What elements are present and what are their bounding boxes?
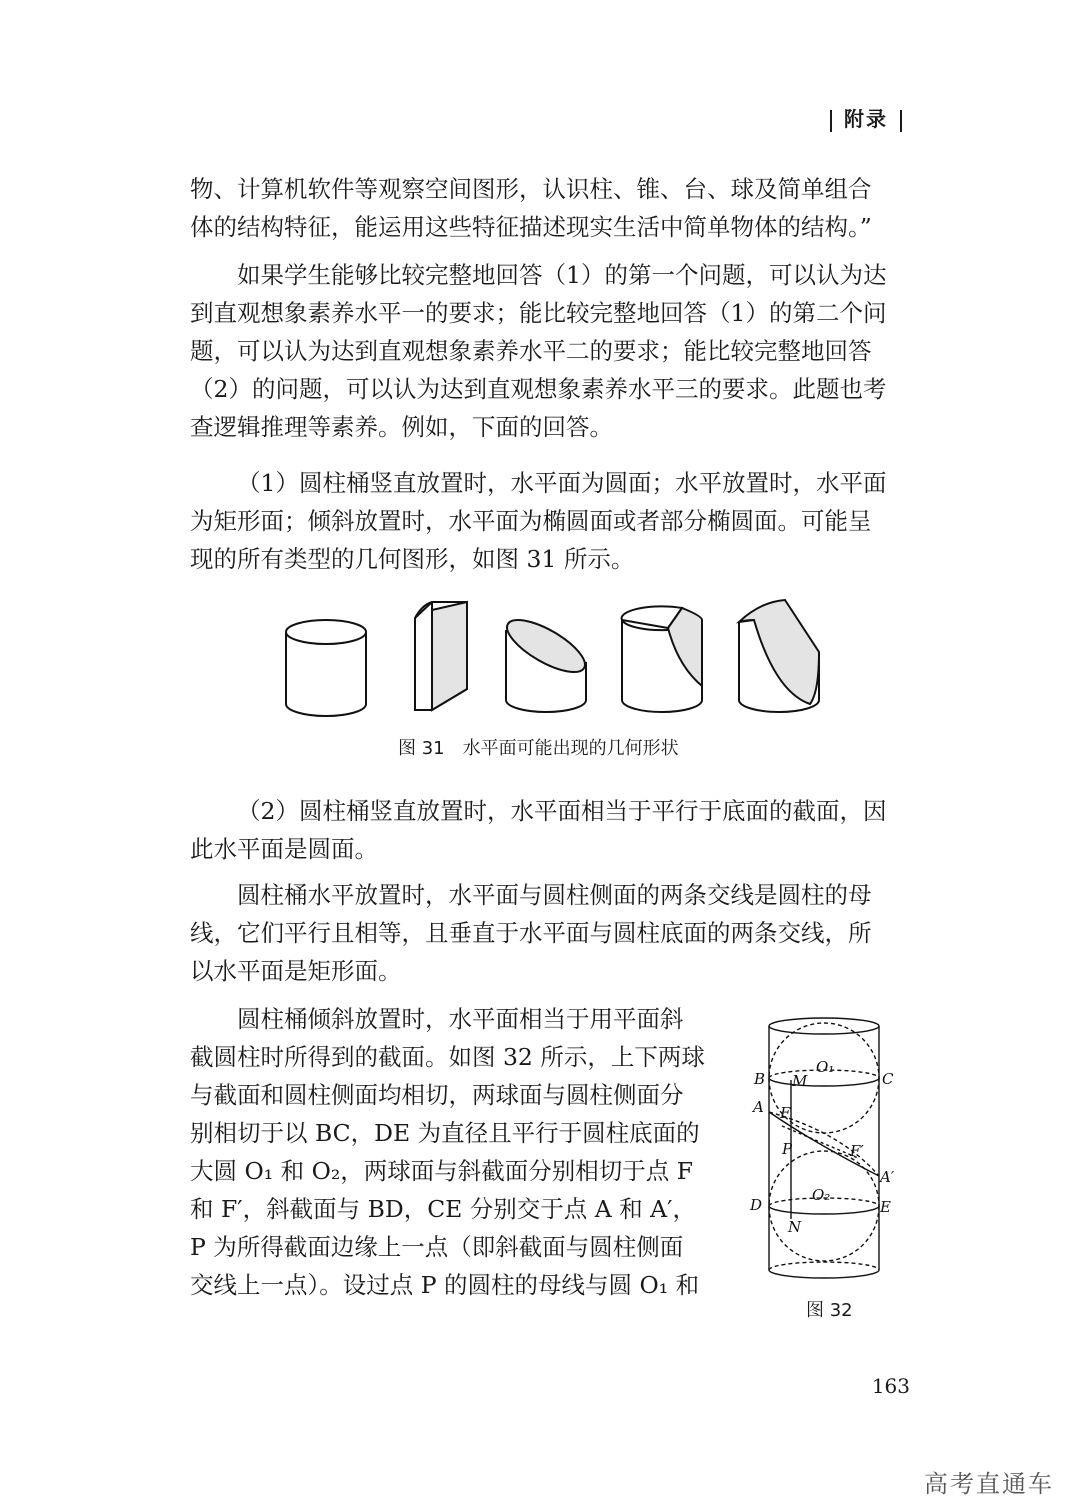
text-line: 查逻辑推理等素养。例如，下面的回答。 (190, 413, 613, 441)
figure-31-caption: 图 31 水平面可能出现的几何形状 (398, 738, 679, 759)
text-line: 到直观想象素养水平一的要求；能比较完整地回答（1）的第二个问 (190, 299, 887, 327)
text-line: 体的结构特征，能运用这些特征描述现实生活中简单物体的结构。” (190, 213, 872, 241)
label-O1: O₁ (816, 1058, 835, 1076)
text-line: 和 F′，斜截面与 BD，CE 分别交于点 A 和 A′， (190, 1195, 696, 1223)
figure-32-diagram (746, 1014, 906, 1284)
slanted-partial-face-shape (739, 600, 819, 712)
text-line: 大圆 O₁ 和 O₂，两球面与斜截面分别相切于点 F (190, 1157, 694, 1185)
text-line: （2）圆柱桶竖直放置时，水平面相当于平行于底面的截面，因 (237, 797, 887, 825)
vertical-cylinder-shape (286, 620, 366, 716)
label-B: B (754, 1070, 766, 1088)
text-line: 截圆柱时所得到的截面。如图 32 所示，上下两球 (190, 1043, 705, 1071)
paragraph-horizontal (190, 876, 912, 990)
header-section-title: 附录 (844, 107, 888, 131)
header-divider-right (900, 110, 902, 132)
label-A: A (753, 1098, 764, 1116)
ellipse-face-shape (500, 610, 592, 712)
rectangular-face-shape (415, 602, 467, 710)
text-line: 圆柱桶倾斜放置时，水平面相当于用平面斜 (237, 1005, 684, 1033)
label-A-prime: A′ (880, 1168, 895, 1186)
text-line: 现的所有类型的几何图形，如图 31 所示。 (190, 545, 635, 573)
label-P: P (782, 1140, 793, 1158)
label-D: D (750, 1196, 763, 1214)
label-F: F (780, 1104, 791, 1122)
paragraph-continuation (190, 170, 912, 246)
label-C: C (882, 1070, 894, 1088)
running-header (818, 103, 914, 132)
text-line: 以水平面是矩形面。 (190, 957, 402, 985)
paragraph-tilted (190, 1000, 718, 1304)
text-line: 此水平面是圆面。 (190, 835, 378, 863)
header-divider-left (830, 110, 832, 132)
text-line: 题，可以认为达到直观想象素养水平二的要求；能比较完整地回答 (190, 337, 872, 365)
figure-31-shapes (270, 592, 830, 722)
text-line: 与截面和圆柱侧面均相切，两球面与圆柱侧面分 (190, 1081, 684, 1109)
answer-2 (190, 792, 912, 868)
label-O2: O₂ (812, 1186, 831, 1204)
text-line: 为矩形面；倾斜放置时，水平面为椭圆面或者部分椭圆面。可能呈 (190, 507, 872, 535)
partial-ellipse-face-shape (622, 606, 702, 712)
watermark-text: 高考直通车 (924, 1470, 1054, 1498)
text-line: 线，它们平行且相等，且垂直于水平面与圆柱底面的两条交线，所 (190, 919, 872, 947)
text-line: 别相切于以 BC，DE 为直径且平行于圆柱底面的 (190, 1119, 700, 1147)
label-N: N (788, 1218, 802, 1236)
label-F-prime: F′ (850, 1142, 864, 1160)
page-number: 163 (871, 1374, 910, 1398)
text-line: （1）圆柱桶竖直放置时，水平面为圆面；水平放置时，水平面 (237, 469, 887, 497)
text-line: P 为所得截面边缘上一点（即斜截面与圆柱侧面 (190, 1233, 684, 1261)
text-line: 如果学生能够比较完整地回答（1）的第一个问题，可以认为达 (237, 261, 887, 289)
label-M: M (792, 1072, 808, 1090)
figure-32-caption: 图 32 (806, 1300, 853, 1321)
text-line: 圆柱桶水平放置时，水平面与圆柱侧面的两条交线是圆柱的母 (237, 881, 872, 909)
text-line: 物、计算机软件等观察空间图形，认识柱、锥、台、球及简单组合 (190, 175, 872, 203)
answer-1 (190, 464, 912, 578)
text-line: 交线上一点）。设过点 P 的圆柱的母线与圆 O₁ 和 (190, 1271, 700, 1299)
text-line: （2）的问题，可以认为达到直观想象素养水平三的要求。此题也考 (190, 375, 887, 403)
paragraph-levels (190, 256, 912, 446)
label-E: E (880, 1198, 891, 1216)
